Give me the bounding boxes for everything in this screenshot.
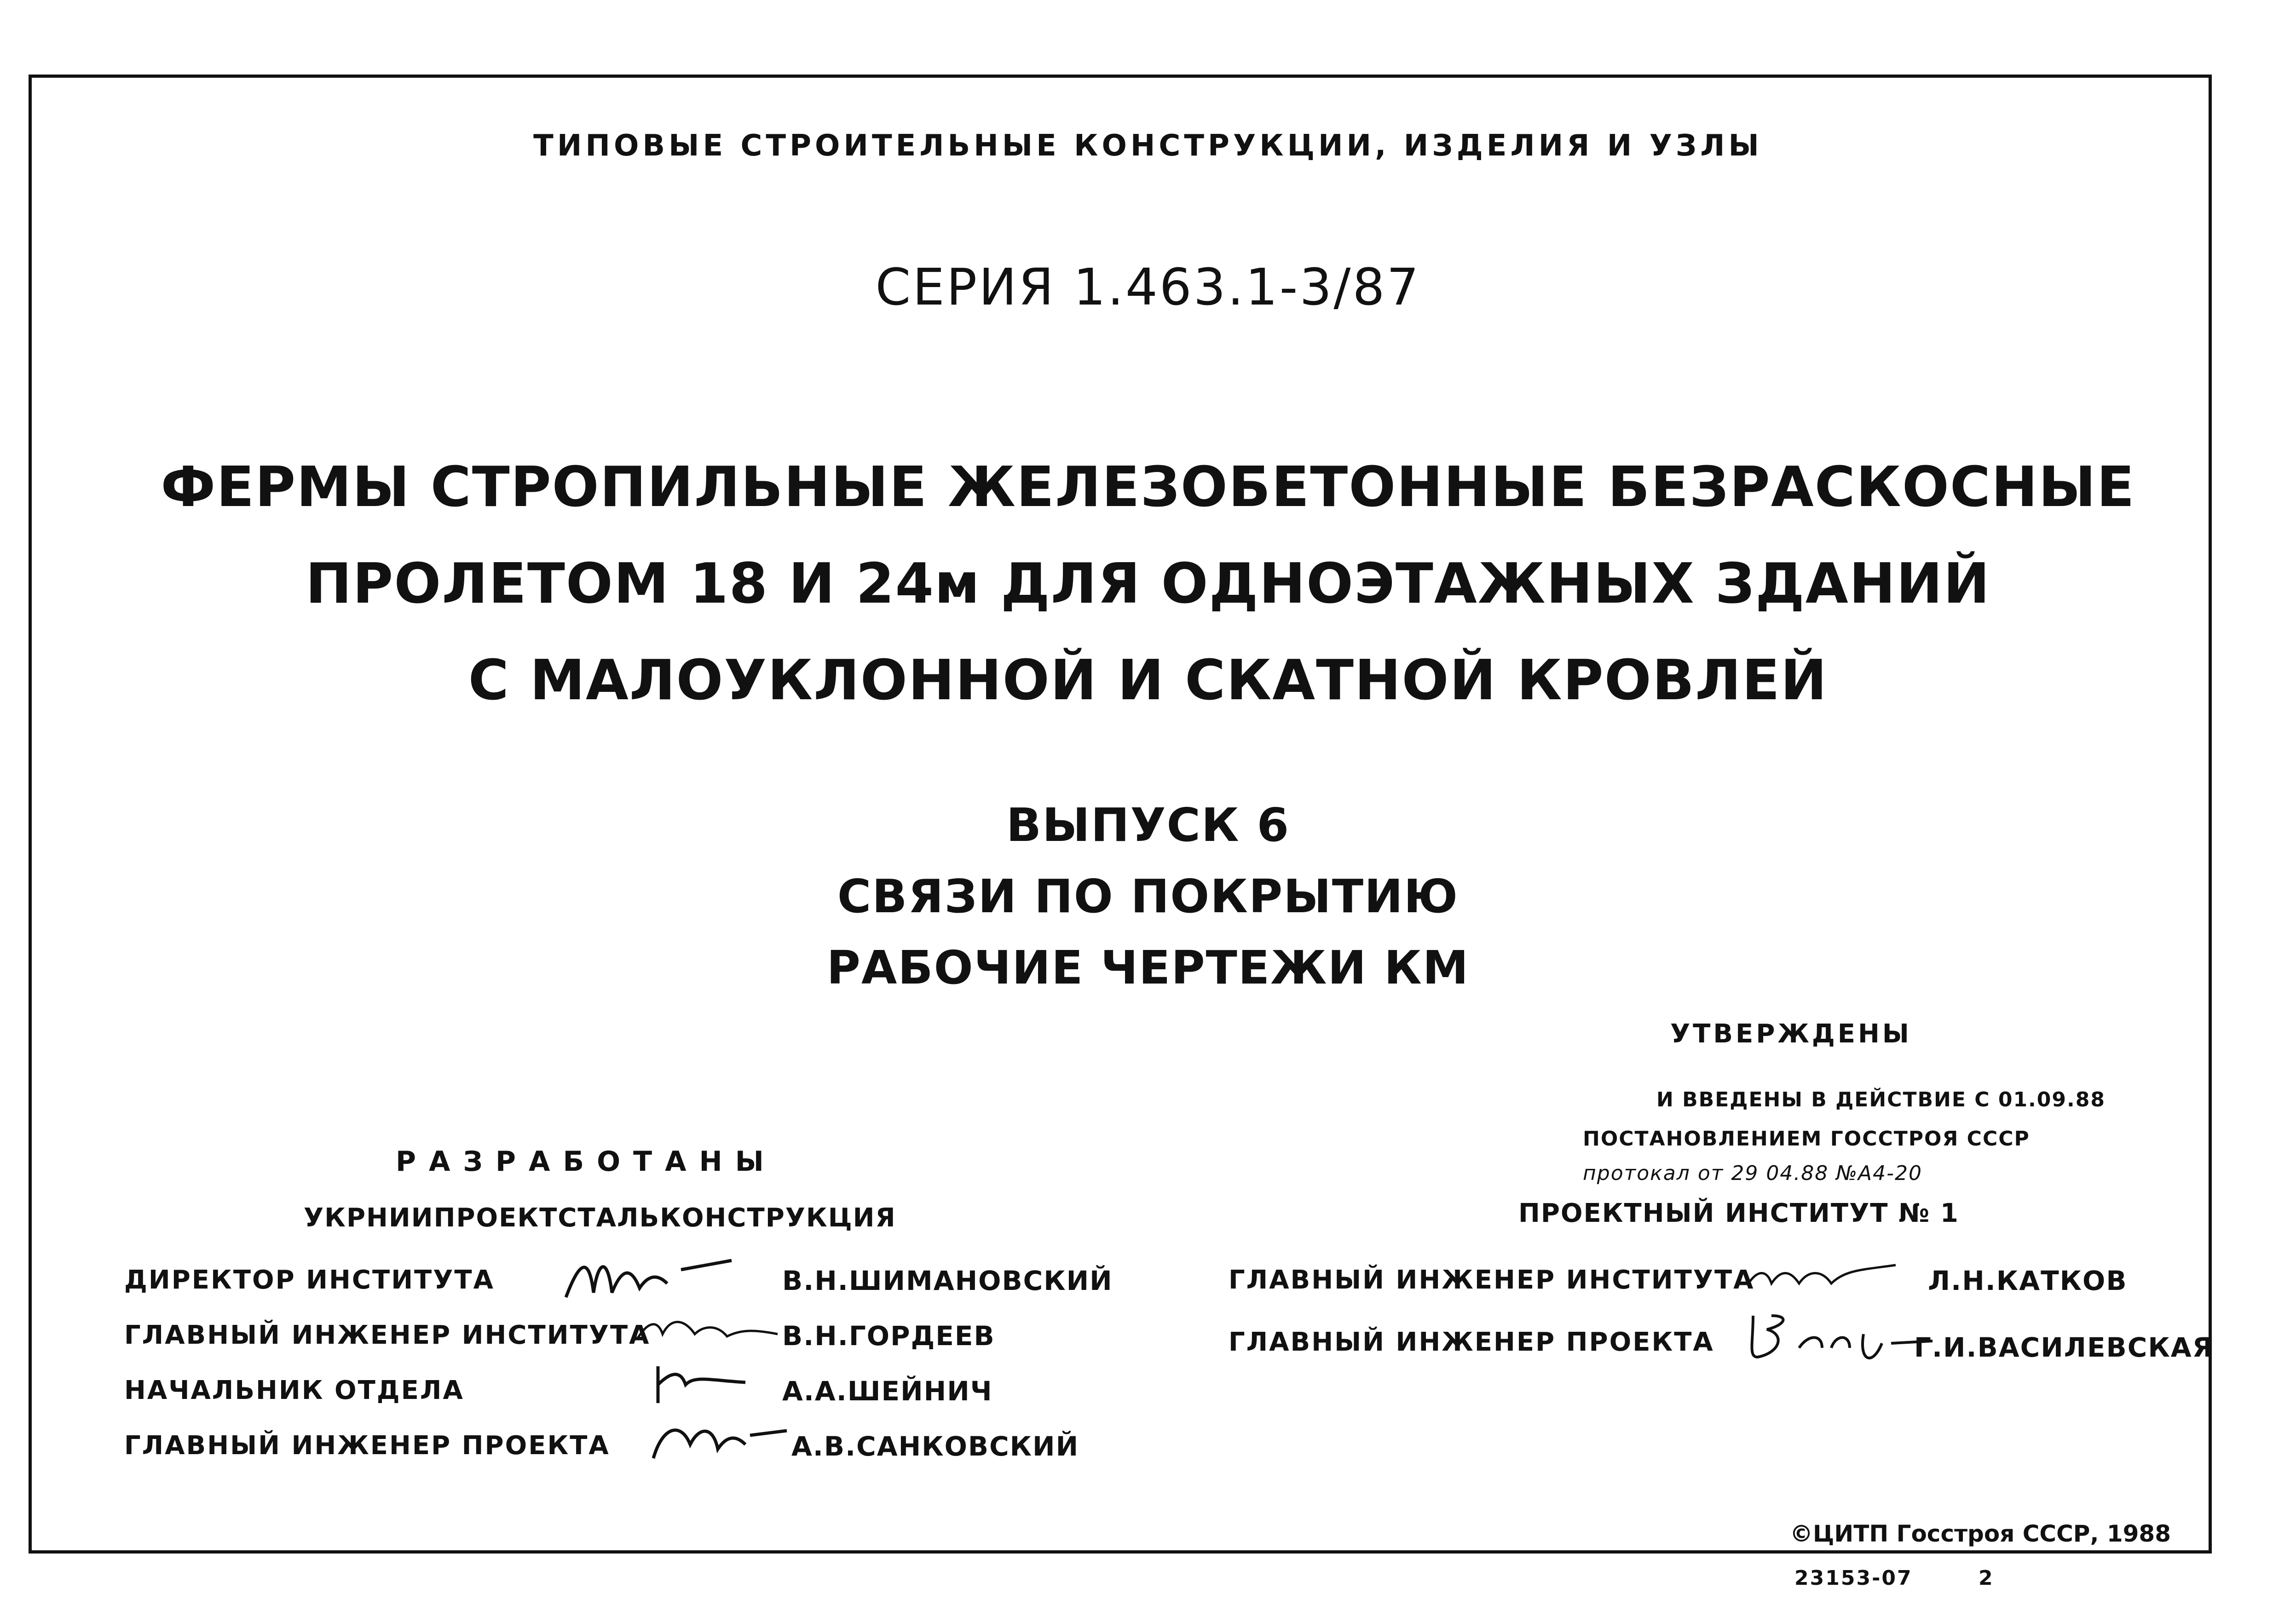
signatory-name: Л.Н.КАТКОВ: [1928, 1265, 2128, 1296]
signatory-name: В.Н.ГОРДЕЕВ: [782, 1320, 995, 1352]
series-number: СЕРИЯ 1.463.1-3/87: [875, 258, 1421, 316]
issue-drawings-type: РАБОЧИЕ ЧЕРТЕЖИ КМ: [826, 941, 1470, 995]
signatory-role: НАЧАЛЬНИК ОТДЕЛА: [124, 1375, 464, 1405]
signatory-name: В.Н.ШИМАНОВСКИЙ: [782, 1265, 1113, 1296]
signatory-name: А.В.САНКОВСКИЙ: [791, 1431, 1079, 1462]
developed-heading: РАЗРАБОТАНЫ: [396, 1145, 777, 1178]
issue-number: ВЫПУСК 6: [1006, 798, 1290, 852]
series-category-heading: ТИПОВЫЕ СТРОИТЕЛЬНЫЕ КОНСТРУКЦИИ, ИЗДЕЛИЯ И УЗЛЫ: [533, 129, 1763, 163]
signatory-name: Г.И.ВАСИЛЕВСКАЯ: [1914, 1332, 2214, 1363]
signature-department-head: [649, 1357, 750, 1408]
signatory-role: ДИРЕКТОР ИНСТИТУТА: [124, 1265, 495, 1295]
title-line-1: ФЕРМЫ СТРОПИЛЬНЫЕ ЖЕЛЕЗОБЕТОННЫЕ БЕЗРАСКОСНЫЕ: [161, 455, 2135, 519]
approval-effective-date: И ВВЕДЕНЫ В ДЕЙСТВИЕ С 01.09.88: [1656, 1088, 2106, 1111]
signature-chief-engineer: [635, 1311, 782, 1352]
title-line-3: С МАЛОУКЛОННОЙ И СКАТНОЙ КРОВЛЕЙ: [468, 649, 1828, 713]
signatory-role: ГЛАВНЫЙ ИНЖЕНЕР ПРОЕКТА: [124, 1431, 610, 1461]
title-line-2: ПРОЛЕТОМ 18 И 24м ДЛЯ ОДНОЭТАЖНЫХ ЗДАНИЙ: [305, 552, 1990, 616]
signatory-role: ГЛАВНЫЙ ИНЖЕНЕР ИНСТИТУТА: [124, 1320, 651, 1350]
approval-heading: УТВЕРЖДЕНЫ: [1670, 1019, 1912, 1049]
page-number: 2: [1979, 1566, 1993, 1590]
signature-project-engineer: [644, 1408, 791, 1467]
issue-subject: СВЯЗИ ПО ПОКРЫТИЮ: [837, 869, 1459, 923]
signatory-name: А.А.ШЕЙНИЧ: [782, 1375, 993, 1407]
signature-project-chief-engineer: [1744, 1306, 1937, 1371]
signatory-role: ГЛАВНЫЙ ИНЖЕНЕР ИНСТИТУТА: [1229, 1265, 1755, 1295]
signature-institute-chief-engineer: [1744, 1256, 1900, 1302]
copyright-notice: ©ЦИТП Госстроя СССР, 1988: [1790, 1520, 2171, 1547]
co-institute-name: ПРОЕКТНЫЙ ИНСТИТУТ № 1: [1518, 1198, 1959, 1228]
approval-protocol: протокал от 29 04.88 №А4-20: [1583, 1162, 1922, 1185]
signature-director: [561, 1242, 736, 1311]
approval-authority: ПОСТАНОВЛЕНИЕМ ГОССТРОЯ СССР: [1583, 1127, 2030, 1151]
sheet-code: 23153-07: [1794, 1566, 1913, 1590]
signatory-role: ГЛАВНЫЙ ИНЖЕНЕР ПРОЕКТА: [1229, 1327, 1714, 1357]
developer-organization: УКРНИИПРОЕКТСТАЛЬКОНСТРУКЦИЯ: [304, 1203, 896, 1233]
